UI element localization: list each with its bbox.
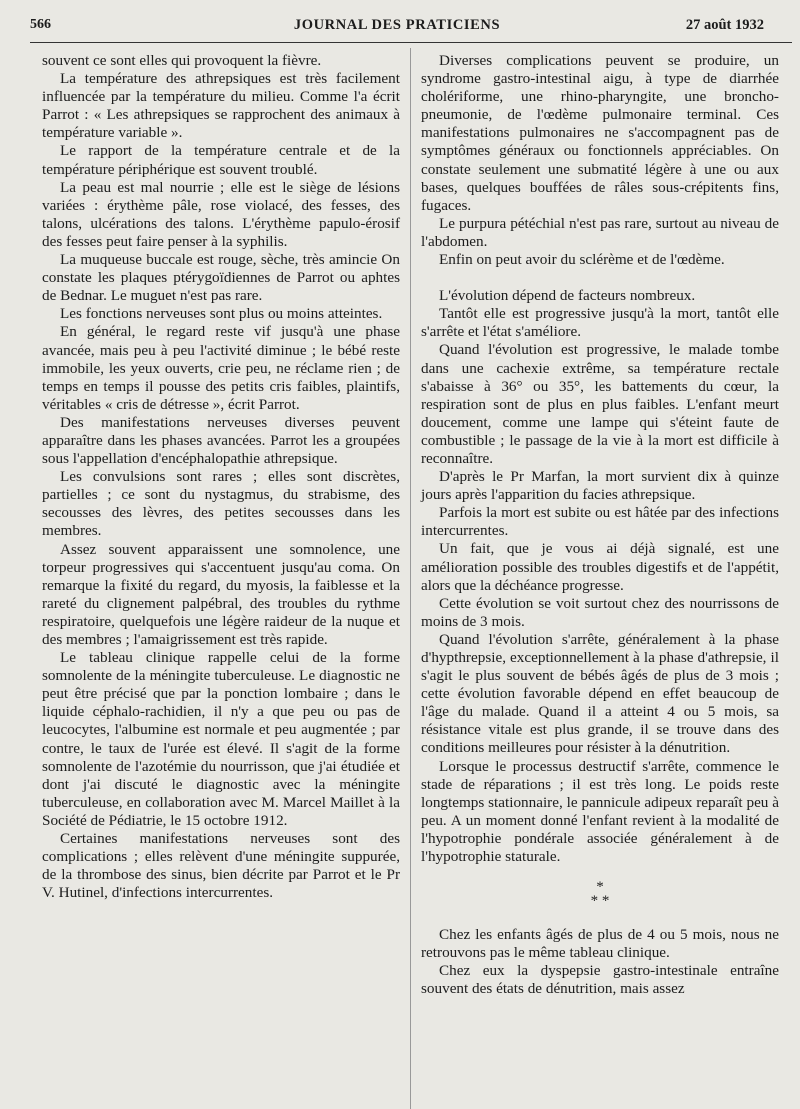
paragraph: La muqueuse buccale est rouge, sèche, très amincie On constate les plaques ptérygoïdiennes de Parrot ou aphtes de Bednar. Le muguet n'est pas rare. — [42, 251, 400, 305]
issue-date: 27 août 1932 — [685, 17, 764, 33]
paragraph: Enfin on peut avoir du sclérème et de l'œdème. — [439, 251, 725, 269]
section-separator — [421, 880, 779, 908]
paragraph: L'évolution dépend de facteurs nombreux. — [439, 287, 696, 305]
paragraph: Quand l'évolution s'arrête, généralement à la phase d'hypthrepsie, exceptionnellement à la phase d'athrepsie, il s'agit le plus souvent de bébés âgés de plus de 3 mois ; cette évolution favorable dépend en effet beaucoup de l'âge du malade. Quand il a atteint 4 ou 5 mois, sa résistance vitale est plus grande, il se trouve dans des conditions meilleures pour résister à la dénutrition. — [421, 630, 779, 757]
paragraph: La température des athrepsiques est très facilement influencée par la température du milieu. Comme l'a écrit Parrot : « Les athrepsiques se rapprochent des animaux à température variable ». — [42, 70, 400, 142]
paragraph: Le purpura pétéchial n'est pas rare, surtout au niveau de l'abdomen. — [421, 214, 779, 250]
paragraph: En général, le regard reste vif jusqu'à une phase avancée, mais peu à peu l'activité diminue ; le bébé reste immobile, les yeux ouverts, crie peu, ne réclame rien ; de temps en temps il pousse des petits cris faibles, plaintifs, véritables « cris de détresse », écrit Parrot. — [42, 323, 400, 413]
section-gap — [421, 269, 779, 287]
paragraph: Quand l'évolution est progressive, le malade tombe dans une cachexie extrême, sa température rectale s'abaisse à 36° ou 35°, les battements du cœur, la respiration sont de plus en plus faibles. L'enfant meurt doucement, comme une lampe qui s'éteint faute de combustible ; le passage de la vie à la mort est difficile à reconnaître. — [421, 341, 779, 467]
right-column — [421, 52, 779, 999]
paragraph: Diverses complications peuvent se produire, un syndrome gastro-intestinal aigu, à type de diarrhée cholériforme, une rhino-pharyngite, une broncho-pneumonie, de l'œdème pulmonaire terminal. Ces manifestations pulmonaires ne s'accompagnent pas de symptômes généraux ou fonctionnels appréciables. On constate seulement une submatité légère à une ou aux bases, quelques bouffées de râles sous-crépitents fins, fugaces. — [421, 52, 779, 214]
paragraph: Tantôt elle est progressive jusqu'à la mort, tantôt elle s'arrête et l'état s'améliore. — [421, 305, 779, 341]
paragraph: Lorsque le processus destructif s'arrête, commence le stade de réparations ; il est très long. Le poids reste longtemps stationnaire, le pannicule adipeux reparaît peu à peu. A un moment donné l'enfant revient à la modalité de l'hypotrophie pondérale associée généralement à de l'hypotrophie staturale. — [421, 757, 779, 866]
paragraph: Chez les enfants âgés de plus de 4 ou 5 mois, nous ne retrouvons pas le même tableau clinique. — [421, 926, 779, 962]
header-rule — [30, 42, 792, 43]
column-divider — [410, 48, 411, 1109]
paragraph: D'après le Pr Marfan, la mort survient dix à quinze jours après l'apparition du facies athrepsique. — [421, 468, 779, 504]
separator-star-top: * — [596, 879, 604, 896]
paragraph: Les convulsions sont rares ; elles sont discrètes, partielles ; ce sont du nystagmus, du strabisme, des secousses des lèvres, des petites secousses dans les membres. — [42, 468, 400, 540]
paragraph: Certaines manifestations nerveuses sont des complications ; elles relèvent d'une méningite suppurée, de la thrombose des sinus, bien décrite par Parrot et le Pr V. Hutinel, d'infections intercurrentes. — [42, 830, 400, 902]
left-column — [42, 52, 400, 902]
paragraph: Chez eux la dyspepsie gastro-intestinale entraîne souvent des états de dénutrition, mais assez — [421, 962, 779, 998]
journal-title: JOURNAL DES PRATICIENS — [293, 17, 501, 33]
separator-stars-bottom: * * — [590, 893, 610, 910]
paragraph: Un fait, que je vous ai déjà signalé, est une amélioration possible des troubles digestifs et de l'appétit, alors que la déchéance progresse. — [421, 540, 779, 594]
paragraph: Les fonctions nerveuses sont plus ou moins atteintes. — [60, 305, 383, 323]
page-number: 566 — [30, 17, 51, 32]
paragraph: souvent ce sont elles qui provoquent la fièvre. — [42, 52, 322, 69]
paragraph: Des manifestations nerveuses diverses peuvent apparaître dans les phases avancées. Parrot les a groupées sous l'appellation d'encéphalopathie athrepsique. — [42, 413, 400, 468]
paragraph: Cette évolution se voit surtout chez des nourrissons de moins de 3 mois. — [421, 594, 779, 630]
page-header — [30, 17, 764, 39]
paragraph: Le rapport de la température centrale et de la température périphérique est souvent troublé. — [42, 142, 400, 178]
paragraph: Assez souvent apparaissent une somnolence, une torpeur progressives qui s'accentuent jusqu'au coma. On remarque la fixité du regard, du myosis, la faiblesse et la rareté du clignement palpébral, des troubles du rythme respiratoire, quelquefois une légère raideur de la nuque et des membres ; l'amaigrissement est très rapide. — [42, 540, 400, 648]
paragraph: La peau est mal nourrie ; elle est le siège de lésions variées : érythème pâle, rose violacé, des fesses, des talons, ulcérations des talons. L'érythème papulo-érosif des fesses peut faire penser à la syphilis. — [42, 178, 400, 250]
paragraph: Le tableau clinique rappelle celui de la forme somnolente de la méningite tuberculeuse. Le diagnostic ne peut être précisé que par la ponction lombaire ; dans le liquide céphalo-rachidien, il n'y a que peu ou pas de leucocytes, l'albumine est normale et peu augmentée ; par contre, le taux de l'urée est élevé. Il s'agit de la forme somnolente de l'azotémie du nourrisson, que j'ai étudiée et dont j'ai discuté le diagnostic avec la méningite tuberculeuse, en collaboration avec M. Marcel Maillet à la Société de Pédiatrie, le 15 octobre 1912. — [42, 649, 400, 829]
paragraph: Parfois la mort est subite ou est hâtée par des infections intercurrentes. — [421, 504, 779, 540]
